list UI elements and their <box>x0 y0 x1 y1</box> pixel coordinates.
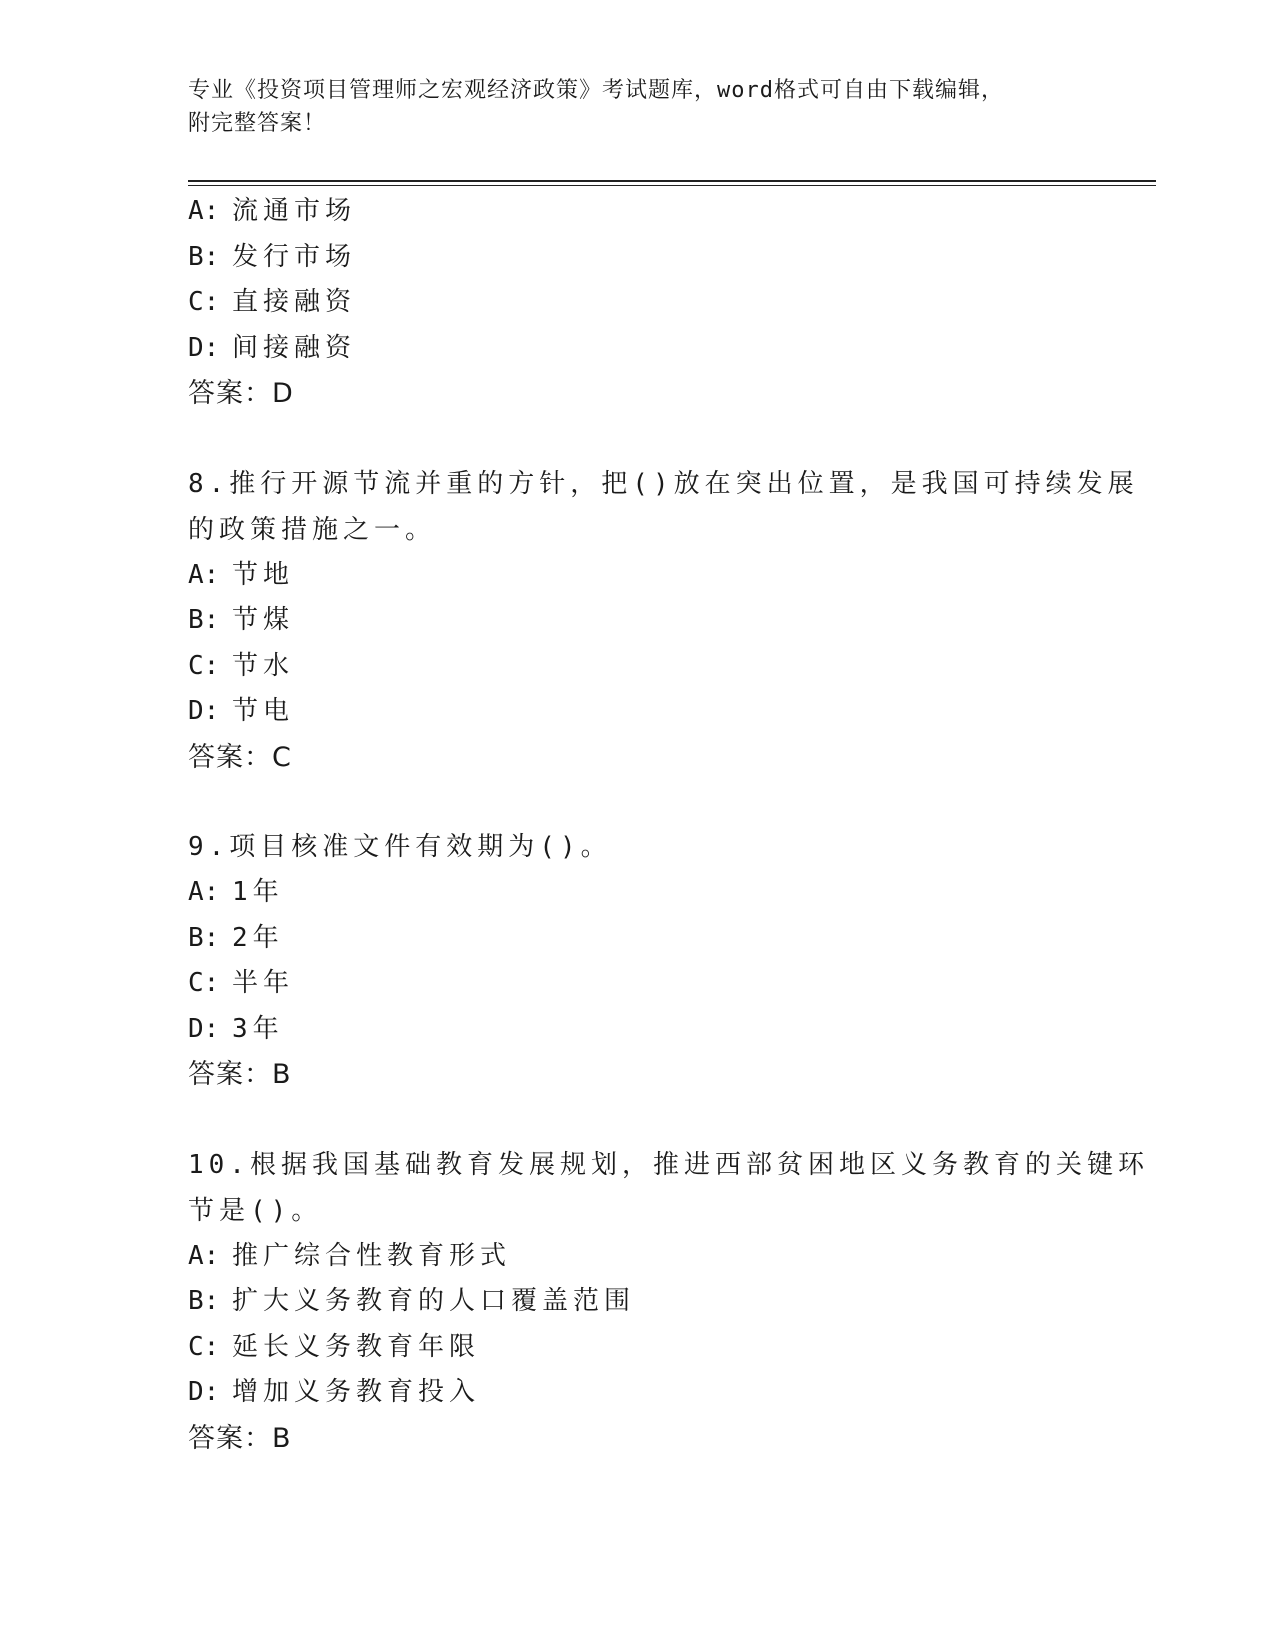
option-letter: A: <box>188 196 220 226</box>
option-letter: D: <box>188 332 220 363</box>
option-text: 节电 <box>232 696 295 726</box>
option-a <box>188 553 1088 599</box>
header-line-1: 专业《投资项目管理师之宏观经济政策》考试题库，word格式可自由下载编辑， <box>188 78 1004 103</box>
option-letter: C: <box>188 1331 220 1362</box>
question-stem-line: 8.推行开源节流并重的方针，把()放在突出位置，是我国可持续发展 <box>188 468 1139 499</box>
option-letter: A: <box>188 559 220 590</box>
option-text: 发行市场 <box>232 241 357 272</box>
option-text: 节煤 <box>232 605 295 635</box>
option-text: 增加义务教育投入 <box>232 1377 481 1407</box>
option-c <box>188 961 1088 1007</box>
option-c <box>188 280 1088 326</box>
question-10 <box>188 1142 1149 1462</box>
option-text: 延长义务教育年限 <box>232 1331 481 1362</box>
question-stem-line: 9.项目核准文件有效期为()。 <box>188 832 612 862</box>
option-d <box>188 326 1088 372</box>
header-divider-thin <box>188 185 1156 186</box>
option-text: 间接融资 <box>232 332 357 363</box>
answer-line: 答案：B <box>188 1422 292 1454</box>
option-letter: C: <box>188 968 220 998</box>
question-9 <box>188 824 1088 1098</box>
option-letter: D: <box>188 1377 220 1407</box>
option-d <box>188 689 1088 735</box>
option-b <box>188 598 1088 644</box>
option-letter: C: <box>188 287 220 317</box>
option-letter: B: <box>188 922 220 953</box>
option-text: 节水 <box>232 650 295 681</box>
question-stem-line: 节是()。 <box>188 1195 323 1226</box>
document-header <box>188 74 1068 140</box>
option-text: 1年 <box>232 877 284 907</box>
answer-line: 答案：B <box>188 1059 292 1090</box>
option-c <box>188 1325 1088 1371</box>
question-7-continued <box>188 189 1088 417</box>
option-c <box>188 644 1088 690</box>
question-stem-line: 10.根据我国基础教育发展规划，推进西部贫困地区义务教育的关键环 <box>188 1149 1149 1180</box>
option-a <box>188 1234 1088 1280</box>
answer-line: 答案：C <box>188 741 292 773</box>
option-text: 3年 <box>232 1013 284 1044</box>
answer-line: 答案：D <box>188 378 294 409</box>
option-text: 2年 <box>232 922 284 953</box>
option-text: 半年 <box>232 968 295 998</box>
option-a <box>188 189 1088 235</box>
option-text: 流通市场 <box>232 196 357 226</box>
option-text: 直接融资 <box>232 287 357 317</box>
option-d <box>188 1007 1088 1053</box>
option-letter: D: <box>188 696 220 726</box>
question-list <box>188 189 1149 1461</box>
option-b <box>188 916 1088 962</box>
option-a <box>188 870 1088 916</box>
option-letter: D: <box>188 1013 220 1044</box>
question-stem-line: 的政策措施之一。 <box>188 514 437 545</box>
header-line-2: 附完整答案！ <box>188 111 327 136</box>
option-letter: B: <box>188 605 220 635</box>
option-text: 扩大义务教育的人口覆盖范围 <box>232 1286 636 1316</box>
option-letter: B: <box>188 1286 220 1316</box>
option-b <box>188 1279 1088 1325</box>
option-d <box>188 1370 1088 1416</box>
option-text: 推广综合性教育形式 <box>232 1240 512 1271</box>
option-letter: B: <box>188 241 220 272</box>
header-divider-thick <box>188 180 1156 182</box>
option-letter: C: <box>188 650 220 681</box>
question-8 <box>188 461 1139 781</box>
option-letter: A: <box>188 1240 220 1271</box>
option-text: 节地 <box>232 559 295 590</box>
option-b <box>188 235 1088 281</box>
option-letter: A: <box>188 877 220 907</box>
